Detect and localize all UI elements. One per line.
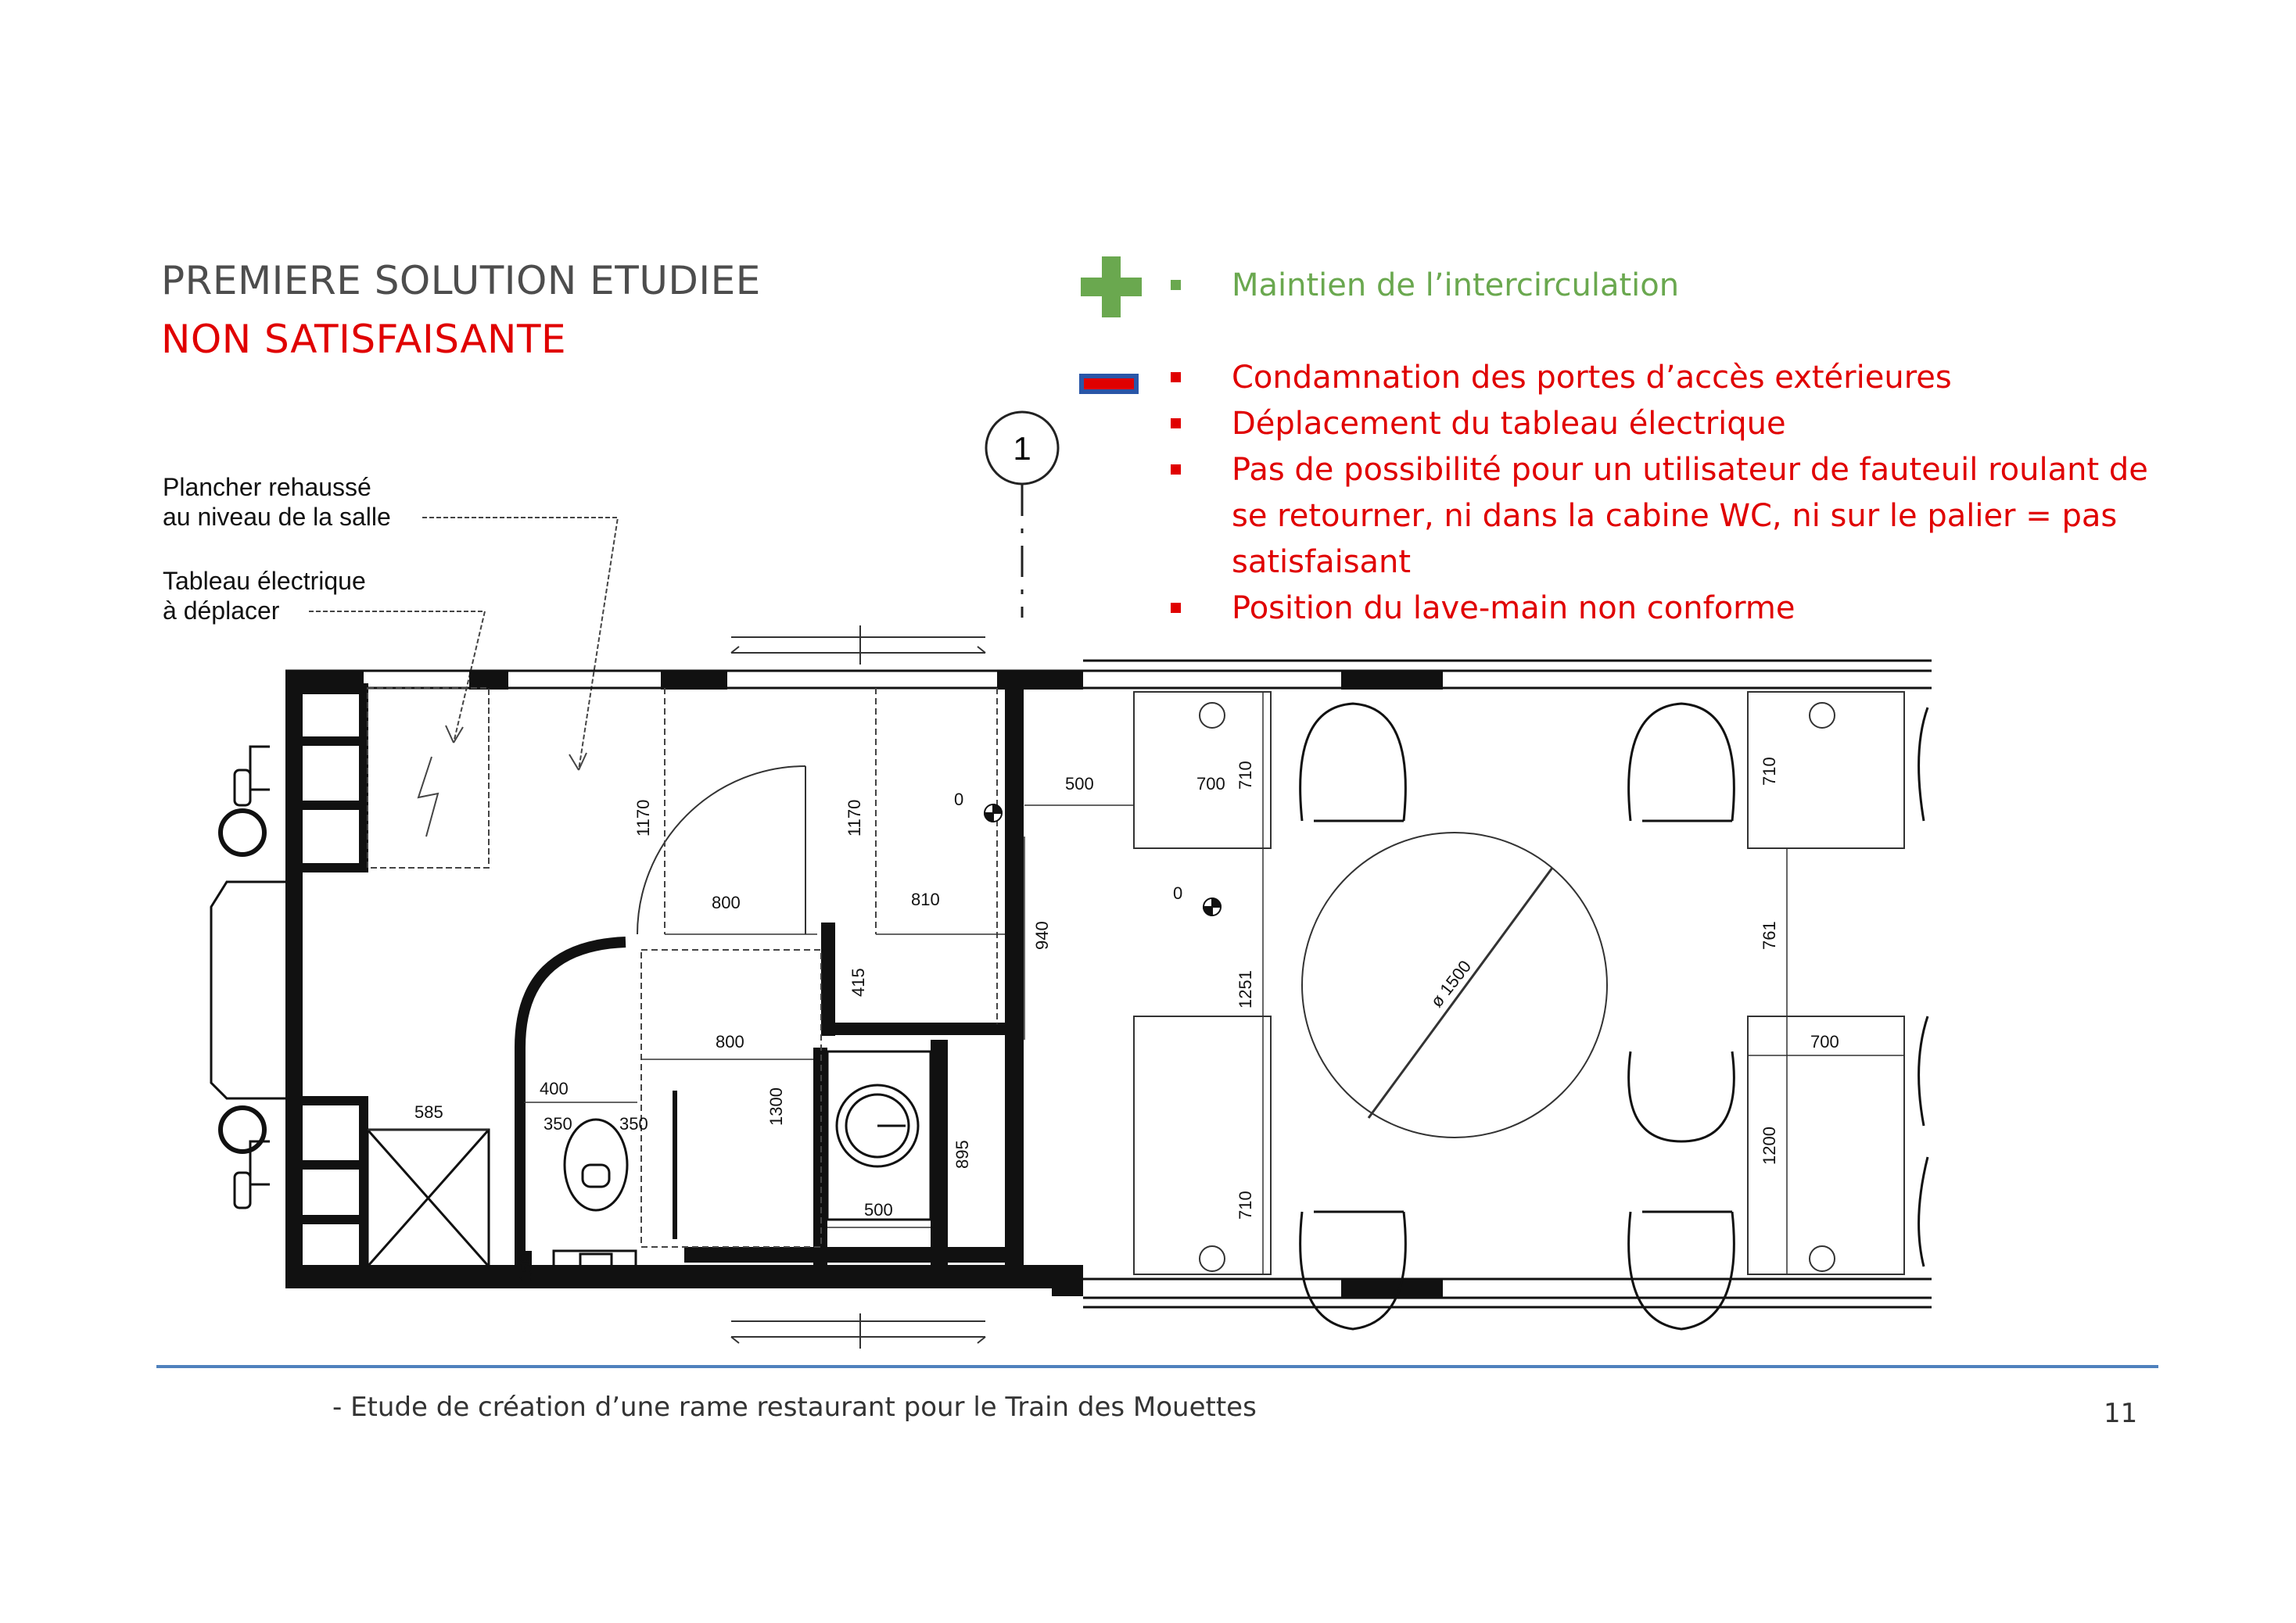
dim-895: 895 (952, 1140, 972, 1169)
slide-title: PREMIERE SOLUTION ETUDIEE (161, 258, 761, 303)
dim-710a: 710 (1236, 761, 1255, 790)
dim-1300: 1300 (766, 1087, 786, 1126)
dim-940: 940 (1032, 921, 1052, 950)
dim-0b: 0 (1173, 883, 1183, 903)
leader-lines (309, 518, 618, 770)
dim-585: 585 (414, 1102, 443, 1122)
dim-710b: 710 (1236, 1191, 1255, 1220)
cons-item: Déplacement du tableau électrique (1169, 401, 2170, 447)
dim-400: 400 (540, 1079, 569, 1098)
dim-800a: 800 (712, 893, 741, 912)
left-cabinets (293, 688, 364, 1281)
slide-verdict: NON SATISFAISANTE (161, 317, 567, 362)
dim-700b: 700 (1810, 1032, 1839, 1052)
cons-item: Condamnation des portes d’accès extérieures (1169, 355, 2170, 401)
dim-500b: 500 (1065, 774, 1094, 794)
panel-annotation: Tableau électrique à déplacer (163, 567, 366, 625)
toilet (518, 1091, 675, 1274)
dim-1170a: 1170 (633, 799, 653, 837)
dim-810: 810 (911, 890, 940, 909)
dim-1251: 1251 (1236, 970, 1255, 1009)
dim-1500: ø 1500 (1426, 956, 1476, 1012)
footer-rule (156, 1365, 2158, 1368)
dim-1170b: 1170 (845, 799, 864, 837)
cons-item: Position du lave-main non conforme (1169, 586, 2170, 632)
dim-700a: 700 (1196, 774, 1225, 794)
raised-floor-box (368, 1130, 489, 1267)
floor-annotation: Plancher rehaussé au niveau de la salle (163, 473, 391, 531)
dimension-labels (414, 757, 1839, 1282)
dim-150: 150 (516, 1253, 536, 1282)
dim-0a: 0 (954, 790, 964, 809)
dim-761: 761 (1760, 921, 1779, 950)
coupler (211, 747, 285, 1208)
section-marker-label: 1 (1013, 430, 1031, 467)
section-marker (986, 412, 1058, 618)
footer-text: - Etude de création d’une rame restaurant pour le Train des Mouettes (332, 1392, 1257, 1423)
washbasin (827, 1052, 931, 1220)
dim-500a: 500 (864, 1200, 893, 1220)
page-number: 11 (2104, 1398, 2138, 1429)
dim-710c: 710 (1760, 757, 1779, 786)
pros-item: Maintien de l’intercirculation (1169, 263, 1679, 309)
dim-350b: 350 (619, 1114, 648, 1134)
dim-350a: 350 (544, 1114, 572, 1134)
cons-item: Pas de possibilité pour un utilisateur de fauteuil roulant de se retourner, ni dans la cabine WC, ni sur le palier = pas satisfaisant (1169, 447, 2170, 586)
dim-415: 415 (848, 968, 868, 997)
dim-800b: 800 (716, 1032, 744, 1052)
wc-curved-wall (520, 942, 626, 1267)
electrical-panel (368, 688, 489, 868)
dim-1200: 1200 (1760, 1127, 1779, 1165)
